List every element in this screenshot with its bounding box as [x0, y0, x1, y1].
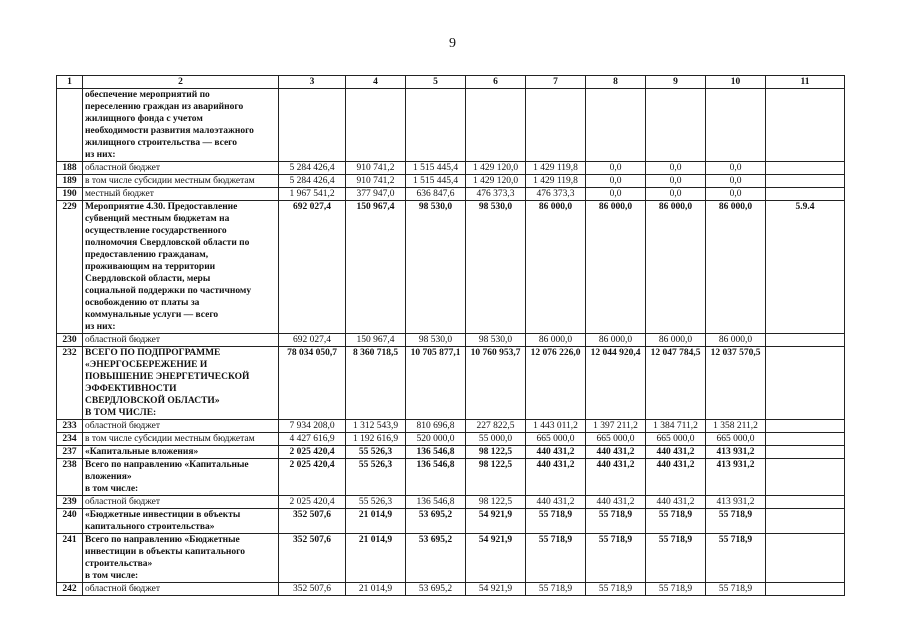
- row-number: 188: [57, 162, 83, 175]
- cell-value: 0,0: [586, 175, 646, 188]
- cell-value: 440 431,2: [526, 496, 586, 509]
- cell-value: 55 526,3: [346, 496, 406, 509]
- row-name: в том числе субсидии местным бюджетам: [83, 433, 279, 446]
- column-header: 6: [466, 76, 526, 89]
- column-header: 3: [279, 76, 346, 89]
- cell-value: 98 530,0: [466, 201, 526, 334]
- cell-value: 7 934 208,0: [279, 420, 346, 433]
- row-reference: [766, 89, 845, 162]
- cell-value: 5 284 426,4: [279, 162, 346, 175]
- cell-value: 55 718,9: [706, 534, 766, 583]
- cell-value: 21 014,9: [346, 509, 406, 534]
- cell-value: 1 358 211,2: [706, 420, 766, 433]
- row-reference: [766, 334, 845, 347]
- column-header: 10: [706, 76, 766, 89]
- cell-value: 0,0: [706, 162, 766, 175]
- row-number: 230: [57, 334, 83, 347]
- cell-value: 413 931,2: [706, 446, 766, 459]
- cell-value: 53 695,2: [406, 509, 466, 534]
- page-number: 9: [449, 36, 456, 51]
- row-name: областной бюджет: [83, 420, 279, 433]
- header-row: [57, 76, 845, 89]
- cell-value: 55 718,9: [586, 534, 646, 583]
- cell-value: 5 284 426,4: [279, 175, 346, 188]
- cell-value: 665 000,0: [586, 433, 646, 446]
- cell-value: 1 515 445,4: [406, 162, 466, 175]
- cell-value: 55 718,9: [706, 509, 766, 534]
- row-number: 242: [57, 583, 83, 596]
- cell-value: 1 384 711,2: [646, 420, 706, 433]
- cell-value: 86 000,0: [646, 201, 706, 334]
- table-row: [57, 162, 845, 175]
- column-header: 5: [406, 76, 466, 89]
- row-name: областной бюджет: [83, 162, 279, 175]
- cell-value: 86 000,0: [706, 334, 766, 347]
- row-name: областной бюджет: [83, 496, 279, 509]
- cell-value: [646, 89, 706, 162]
- cell-value: [586, 89, 646, 162]
- table-row: [57, 583, 845, 596]
- cell-value: 86 000,0: [706, 201, 766, 334]
- row-number: 232: [57, 347, 83, 420]
- column-header: 4: [346, 76, 406, 89]
- cell-value: 352 507,6: [279, 509, 346, 534]
- table-row: [57, 420, 845, 433]
- row-name: Всего по направлению «Капитальные вложения» в том числе:: [83, 459, 279, 496]
- cell-value: 86 000,0: [526, 334, 586, 347]
- cell-value: 8 360 718,5: [346, 347, 406, 420]
- cell-value: 665 000,0: [706, 433, 766, 446]
- budget-table: [56, 75, 845, 596]
- cell-value: 440 431,2: [526, 459, 586, 496]
- row-reference: [766, 433, 845, 446]
- row-reference: [766, 162, 845, 175]
- column-header: 7: [526, 76, 586, 89]
- cell-value: 55 718,9: [526, 583, 586, 596]
- cell-value: 227 822,5: [466, 420, 526, 433]
- row-number: 237: [57, 446, 83, 459]
- row-number: 189: [57, 175, 83, 188]
- cell-value: 692 027,4: [279, 334, 346, 347]
- cell-value: 55 718,9: [646, 534, 706, 583]
- table-row: [57, 188, 845, 201]
- cell-value: 413 931,2: [706, 496, 766, 509]
- cell-value: 1 312 543,9: [346, 420, 406, 433]
- table-row: [57, 334, 845, 347]
- column-header: 9: [646, 76, 706, 89]
- cell-value: 440 431,2: [646, 496, 706, 509]
- cell-value: 55 718,9: [706, 583, 766, 596]
- cell-value: 55 526,3: [346, 459, 406, 496]
- cell-value: 86 000,0: [586, 201, 646, 334]
- cell-value: 98 122,5: [466, 459, 526, 496]
- cell-value: 1 429 119,8: [526, 175, 586, 188]
- cell-value: 1 429 120,0: [466, 162, 526, 175]
- cell-value: 1 192 616,9: [346, 433, 406, 446]
- row-reference: [766, 175, 845, 188]
- row-name: «Капитальные вложения»: [83, 446, 279, 459]
- cell-value: 21 014,9: [346, 534, 406, 583]
- cell-value: [526, 89, 586, 162]
- cell-value: [346, 89, 406, 162]
- cell-value: 55 718,9: [586, 509, 646, 534]
- row-reference: [766, 347, 845, 420]
- row-number: 241: [57, 534, 83, 583]
- row-number: 234: [57, 433, 83, 446]
- cell-value: 55 718,9: [526, 534, 586, 583]
- cell-value: 377 947,0: [346, 188, 406, 201]
- table-row: [57, 89, 845, 162]
- cell-value: 1 515 445,4: [406, 175, 466, 188]
- cell-value: 86 000,0: [586, 334, 646, 347]
- cell-value: 136 546,8: [406, 496, 466, 509]
- cell-value: 98 530,0: [406, 334, 466, 347]
- cell-value: 98 122,5: [466, 446, 526, 459]
- column-header: 2: [83, 76, 279, 89]
- cell-value: 12 044 920,4: [586, 347, 646, 420]
- row-reference: [766, 420, 845, 433]
- row-reference: [766, 459, 845, 496]
- cell-value: 78 034 050,7: [279, 347, 346, 420]
- row-name: ВСЕГО ПО ПОДПРОГРАММЕ «ЭНЕРГОСБЕРЕЖЕНИЕ И ПОВЫШЕНИЕ ЭНЕРГЕТИЧЕСКОЙ ЭФФЕКТИВНОСТИ СВЕРДЛОВСКОЙ ОБЛАСТИ» В ТОМ ЧИСЛЕ:: [83, 347, 279, 420]
- cell-value: 413 931,2: [706, 459, 766, 496]
- cell-value: 1 397 211,2: [586, 420, 646, 433]
- cell-value: 910 741,2: [346, 175, 406, 188]
- cell-value: 476 373,3: [466, 188, 526, 201]
- cell-value: 440 431,2: [646, 446, 706, 459]
- cell-value: 136 546,8: [406, 446, 466, 459]
- row-number: 239: [57, 496, 83, 509]
- cell-value: 0,0: [646, 188, 706, 201]
- row-name: в том числе субсидии местным бюджетам: [83, 175, 279, 188]
- column-header: 8: [586, 76, 646, 89]
- cell-value: 1 967 541,2: [279, 188, 346, 201]
- row-name: областной бюджет: [83, 583, 279, 596]
- row-reference: 5.9.4: [766, 201, 845, 334]
- table-row: [57, 433, 845, 446]
- cell-value: 4 427 616,9: [279, 433, 346, 446]
- cell-value: 440 431,2: [526, 446, 586, 459]
- cell-value: 55 526,3: [346, 446, 406, 459]
- row-name: Мероприятие 4.30. Предоставление субвенций местным бюджетам на осуществление государственного полномочия Свердловской области по предоставлению гражданам, проживающим на территории Свердловской области, меры социальной поддержки по частичному освобождению от платы за коммунальные услуги — всего из них:: [83, 201, 279, 334]
- table-row: [57, 201, 845, 334]
- cell-value: 1 443 011,2: [526, 420, 586, 433]
- row-number: 229: [57, 201, 83, 334]
- cell-value: 520 000,0: [406, 433, 466, 446]
- cell-value: 54 921,9: [466, 534, 526, 583]
- cell-value: 1 429 120,0: [466, 175, 526, 188]
- row-reference: [766, 496, 845, 509]
- cell-value: 10 705 877,1: [406, 347, 466, 420]
- row-name: Всего по направлению «Бюджетные инвестиции в объекты капитального строительства» в том числе:: [83, 534, 279, 583]
- cell-value: 54 921,9: [466, 583, 526, 596]
- cell-value: 440 431,2: [586, 459, 646, 496]
- row-number: 233: [57, 420, 83, 433]
- table-row: [57, 496, 845, 509]
- cell-value: 53 695,2: [406, 583, 466, 596]
- cell-value: 54 921,9: [466, 509, 526, 534]
- cell-value: 55 000,0: [466, 433, 526, 446]
- row-reference: [766, 188, 845, 201]
- cell-value: 0,0: [706, 175, 766, 188]
- row-number: [57, 89, 83, 162]
- cell-value: 665 000,0: [526, 433, 586, 446]
- table-row: [57, 347, 845, 420]
- row-reference: [766, 583, 845, 596]
- cell-value: 86 000,0: [646, 334, 706, 347]
- cell-value: [466, 89, 526, 162]
- row-name: местный бюджет: [83, 188, 279, 201]
- cell-value: 440 431,2: [586, 496, 646, 509]
- cell-value: 0,0: [646, 175, 706, 188]
- cell-value: 2 025 420,4: [279, 496, 346, 509]
- cell-value: 98 122,5: [466, 496, 526, 509]
- column-header: 11: [766, 76, 845, 89]
- cell-value: 0,0: [646, 162, 706, 175]
- cell-value: 440 431,2: [586, 446, 646, 459]
- cell-value: 476 373,3: [526, 188, 586, 201]
- cell-value: 98 530,0: [466, 334, 526, 347]
- cell-value: 0,0: [706, 188, 766, 201]
- cell-value: 1 429 119,8: [526, 162, 586, 175]
- cell-value: 12 047 784,5: [646, 347, 706, 420]
- cell-value: [406, 89, 466, 162]
- cell-value: 0,0: [586, 188, 646, 201]
- cell-value: 10 760 953,7: [466, 347, 526, 420]
- cell-value: [706, 89, 766, 162]
- cell-value: 136 546,8: [406, 459, 466, 496]
- cell-value: 2 025 420,4: [279, 459, 346, 496]
- table-body: [57, 89, 845, 596]
- column-header: 1: [57, 76, 83, 89]
- cell-value: 665 000,0: [646, 433, 706, 446]
- cell-value: 810 696,8: [406, 420, 466, 433]
- row-reference: [766, 534, 845, 583]
- row-reference: [766, 446, 845, 459]
- cell-value: 352 507,6: [279, 583, 346, 596]
- table-row: [57, 175, 845, 188]
- cell-value: 53 695,2: [406, 534, 466, 583]
- cell-value: 150 967,4: [346, 334, 406, 347]
- cell-value: 55 718,9: [526, 509, 586, 534]
- row-number: 238: [57, 459, 83, 496]
- cell-value: 440 431,2: [646, 459, 706, 496]
- cell-value: 150 967,4: [346, 201, 406, 334]
- table-row: [57, 459, 845, 496]
- cell-value: 0,0: [586, 162, 646, 175]
- cell-value: 692 027,4: [279, 201, 346, 334]
- cell-value: 55 718,9: [646, 509, 706, 534]
- table-row: [57, 509, 845, 534]
- table-row: [57, 534, 845, 583]
- cell-value: 98 530,0: [406, 201, 466, 334]
- row-reference: [766, 509, 845, 534]
- cell-value: 2 025 420,4: [279, 446, 346, 459]
- cell-value: 55 718,9: [586, 583, 646, 596]
- cell-value: 12 037 570,5: [706, 347, 766, 420]
- cell-value: 55 718,9: [646, 583, 706, 596]
- cell-value: [279, 89, 346, 162]
- row-number: 190: [57, 188, 83, 201]
- table-row: [57, 446, 845, 459]
- cell-value: 910 741,2: [346, 162, 406, 175]
- cell-value: 352 507,6: [279, 534, 346, 583]
- row-name: областной бюджет: [83, 334, 279, 347]
- row-number: 240: [57, 509, 83, 534]
- cell-value: 12 076 226,0: [526, 347, 586, 420]
- cell-value: 21 014,9: [346, 583, 406, 596]
- row-name: обеспечение мероприятий по переселению граждан из аварийного жилищного фонда с учетом необходимости развития малоэтажного жилищного строительства — всего из них:: [83, 89, 279, 162]
- row-name: «Бюджетные инвестиции в объекты капитального строительства»: [83, 509, 279, 534]
- cell-value: 86 000,0: [526, 201, 586, 334]
- cell-value: 636 847,6: [406, 188, 466, 201]
